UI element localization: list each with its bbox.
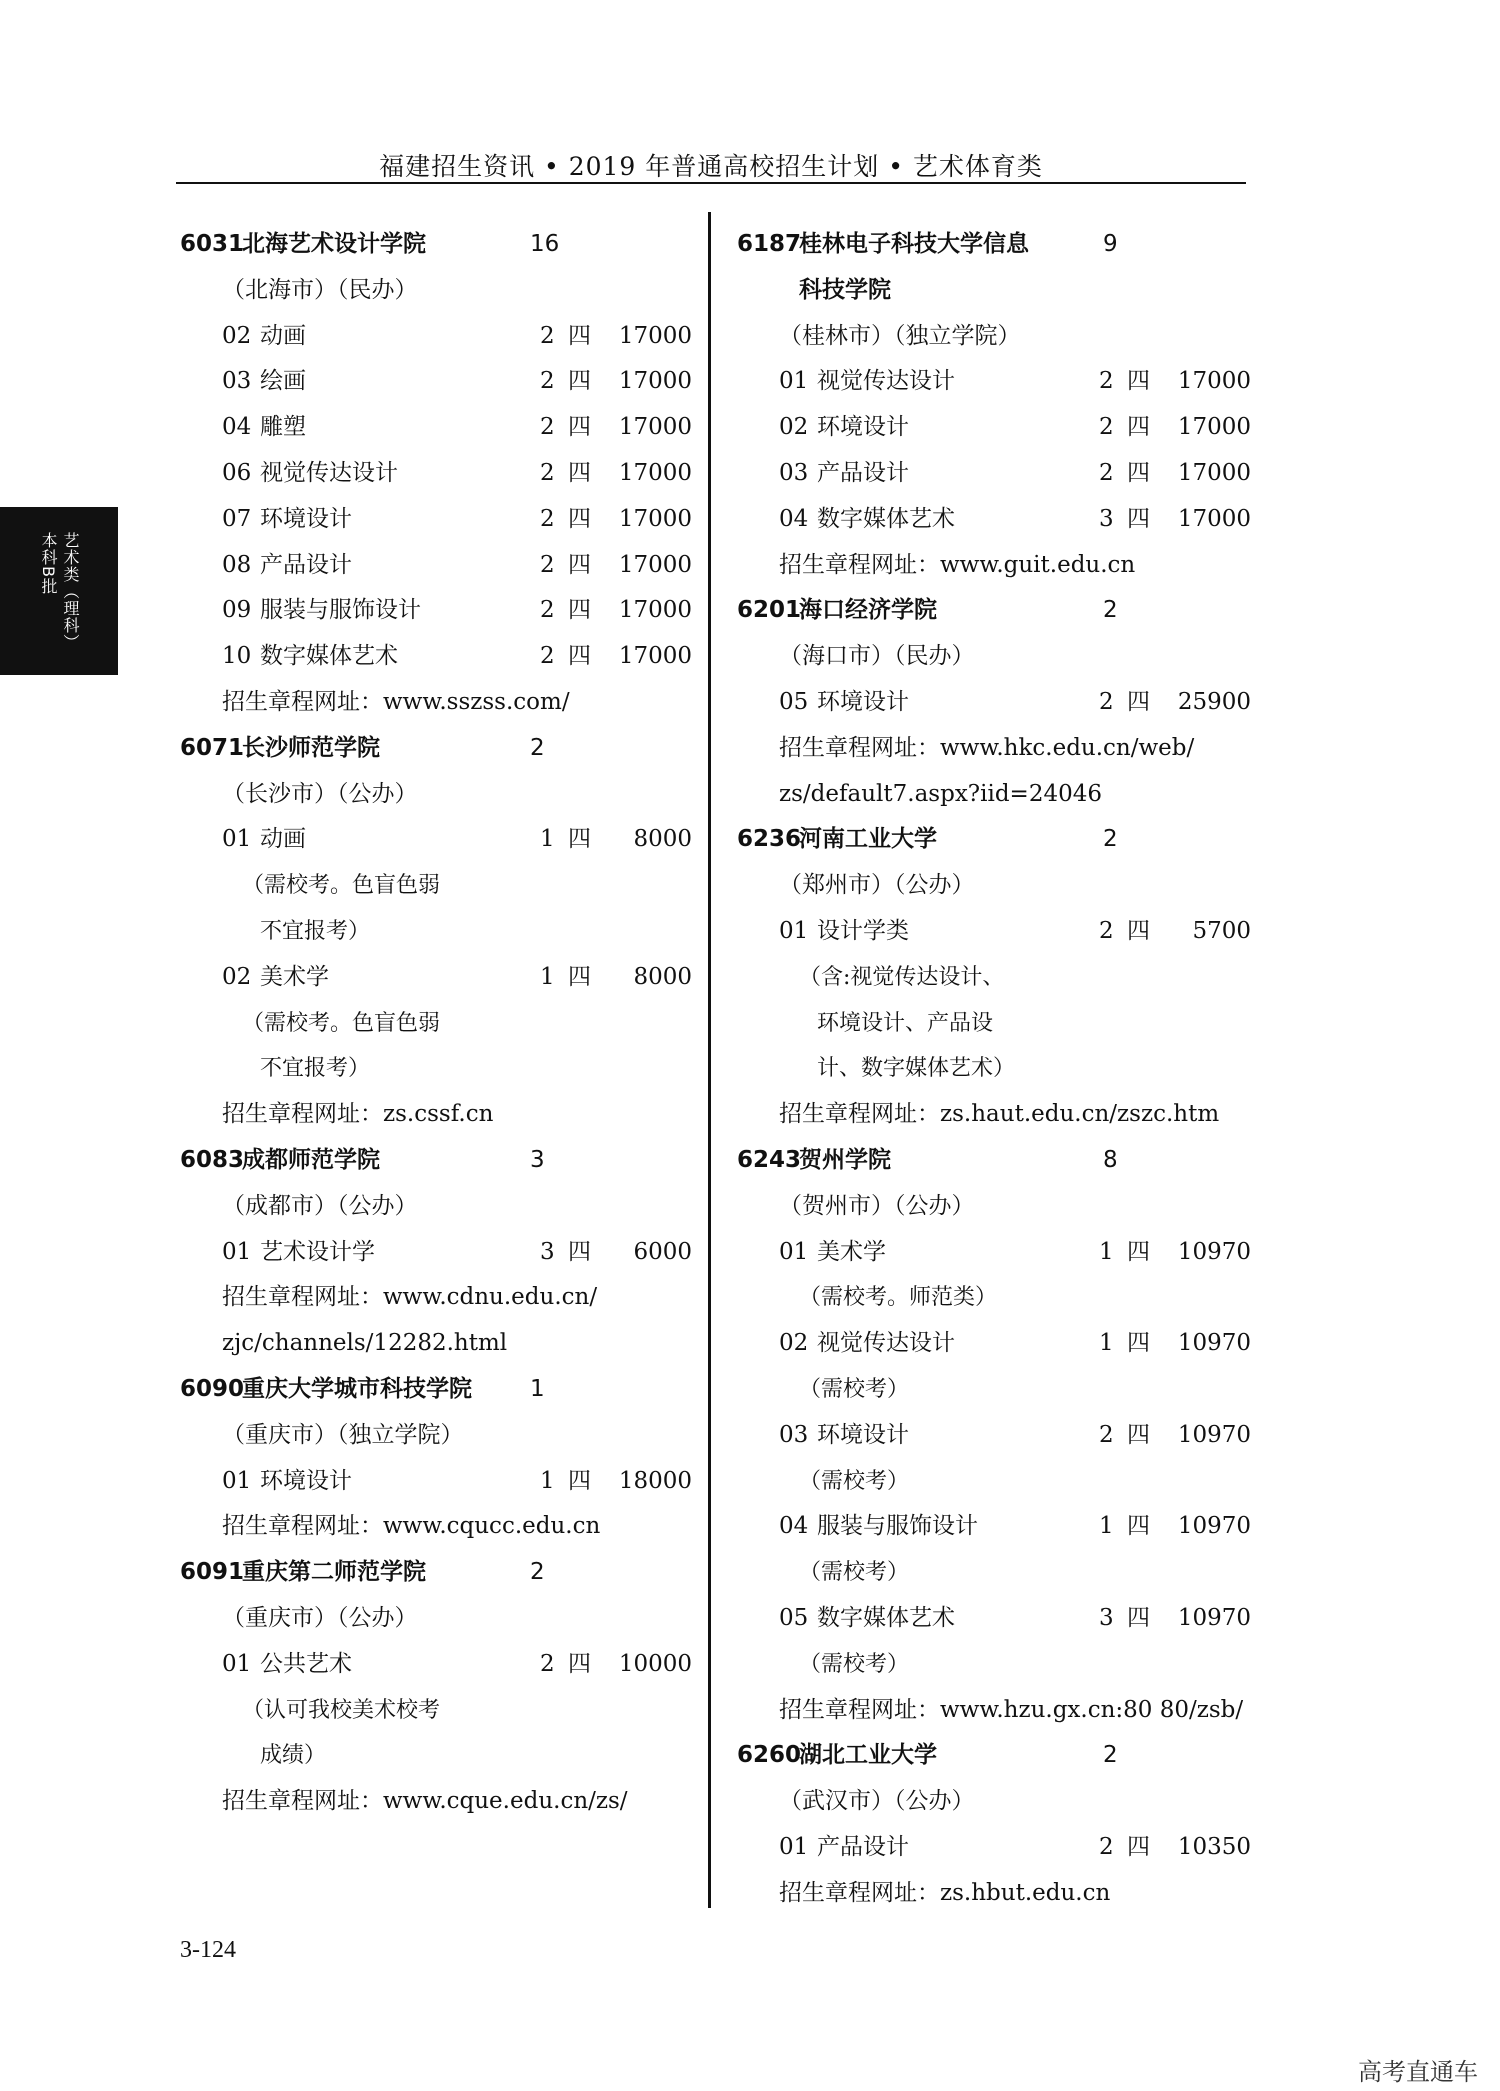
major-years: 四 <box>568 597 591 624</box>
school-name: 北海艺术设计学院 <box>242 231 426 257</box>
major-count: 1 <box>540 963 555 990</box>
major-note-continued: 计、数字媒体艺术） <box>817 1056 1016 1082</box>
major-years: 四 <box>1127 459 1150 486</box>
major-years: 四 <box>568 368 591 395</box>
major-fee: 17000 <box>618 643 692 670</box>
major-code: 10 <box>222 643 252 670</box>
major-code: 06 <box>222 459 252 486</box>
school-row <box>737 817 1257 863</box>
major-count: 1 <box>1099 1513 1114 1540</box>
major-row <box>180 1230 692 1276</box>
major-count: 2 <box>540 551 555 578</box>
major-plan <box>540 634 692 680</box>
major-plan <box>1099 1825 1251 1871</box>
major-plan <box>1099 680 1251 726</box>
school-location: （重庆市）（独立学院） <box>222 1421 464 1448</box>
major-code: 02 <box>779 414 809 441</box>
major-row <box>180 314 692 360</box>
major-plan <box>1099 1504 1251 1550</box>
major-code: 01 <box>222 1650 252 1677</box>
major-code: 01 <box>222 1238 252 1265</box>
major-fee: 17000 <box>618 459 692 486</box>
major-name: 公共艺术 <box>260 1650 352 1677</box>
major-name: 环境设计 <box>817 688 909 715</box>
school-quota: 2 <box>1103 1742 1118 1769</box>
major-count: 1 <box>540 1467 555 1494</box>
major-code: 01 <box>779 1238 809 1265</box>
major-row <box>180 817 692 863</box>
major-row <box>180 1642 692 1688</box>
major-name: 视觉传达设计 <box>817 1330 955 1357</box>
major-years: 四 <box>568 963 591 990</box>
school-location: （长沙市）（公办） <box>222 780 418 807</box>
major-count: 3 <box>1099 505 1114 532</box>
major-plan <box>1099 1413 1251 1459</box>
major-code: 05 <box>779 1604 809 1631</box>
major-row <box>180 497 692 543</box>
major-plan <box>540 955 692 1001</box>
major-name: 视觉传达设计 <box>260 459 398 486</box>
major-years: 四 <box>1127 1330 1150 1357</box>
major-name: 环境设计 <box>817 1421 909 1448</box>
major-years: 四 <box>1127 1833 1150 1860</box>
school-code: 6031 <box>180 231 245 257</box>
school-quota: 1 <box>530 1375 545 1402</box>
school-row <box>737 1733 1257 1779</box>
major-row <box>737 1504 1257 1550</box>
major-code: 02 <box>779 1330 809 1357</box>
major-count: 2 <box>1099 688 1114 715</box>
major-name: 数字媒体艺术 <box>260 643 398 670</box>
school-name: 成都师范学院 <box>242 1146 380 1173</box>
major-row <box>737 1230 1257 1276</box>
major-note: （需校考。师范类） <box>799 1285 998 1311</box>
major-plan <box>1099 405 1251 451</box>
school-code: 6187 <box>737 231 802 257</box>
major-plan <box>540 1642 692 1688</box>
major-fee: 17000 <box>618 322 692 349</box>
school-row <box>180 1138 680 1184</box>
major-years: 四 <box>568 505 591 532</box>
major-fee: 8000 <box>633 826 692 853</box>
school-row <box>737 588 1257 634</box>
major-note-continued: 不宜报考） <box>260 918 371 944</box>
major-years: 四 <box>1127 414 1150 441</box>
major-plan <box>1099 1321 1251 1367</box>
school-name: 河南工业大学 <box>799 826 937 853</box>
major-code: 02 <box>222 322 252 349</box>
major-code: 01 <box>779 917 809 944</box>
major-name: 产品设计 <box>817 1833 909 1860</box>
column-divider <box>708 212 711 1908</box>
major-name: 环境设计 <box>817 414 909 441</box>
school-quota: 3 <box>530 1146 545 1173</box>
school-location: （重庆市）（公办） <box>222 1604 418 1631</box>
major-count: 2 <box>540 414 555 441</box>
major-years: 四 <box>568 1467 591 1494</box>
major-count: 2 <box>540 368 555 395</box>
major-years: 四 <box>568 1238 591 1265</box>
school-location: （北海市）（民办） <box>222 276 418 303</box>
major-count: 1 <box>1099 1238 1114 1265</box>
school-quota: 16 <box>530 231 560 257</box>
major-code: 04 <box>222 414 252 441</box>
school-name-continued: 科技学院 <box>799 276 891 303</box>
admission-url: 招生章程网址：www.hkc.edu.cn/web/ <box>779 734 1195 761</box>
major-name: 美术学 <box>817 1238 886 1265</box>
major-name: 设计学类 <box>817 917 909 944</box>
major-plan <box>540 405 692 451</box>
major-years: 四 <box>1127 505 1150 532</box>
major-years: 四 <box>1127 1421 1150 1448</box>
major-years: 四 <box>1127 1238 1150 1265</box>
school-name: 桂林电子科技大学信息 <box>799 231 1029 257</box>
major-fee: 10970 <box>1177 1604 1251 1631</box>
major-code: 04 <box>779 505 809 532</box>
school-row <box>737 1138 1257 1184</box>
major-plan <box>1099 909 1251 955</box>
major-code: 02 <box>222 963 252 990</box>
major-row <box>180 588 692 634</box>
major-years: 四 <box>1127 688 1150 715</box>
side-tab-line2: 本科B批 <box>39 531 58 595</box>
major-count: 2 <box>1099 459 1114 486</box>
major-name: 服装与服饰设计 <box>260 597 421 624</box>
major-code: 01 <box>779 368 809 395</box>
major-plan <box>540 588 692 634</box>
school-quota: 9 <box>1103 231 1118 257</box>
school-row <box>737 222 1257 268</box>
major-fee: 17000 <box>618 597 692 624</box>
school-name: 长沙师范学院 <box>242 734 380 761</box>
major-count: 1 <box>1099 1330 1114 1357</box>
major-code: 03 <box>779 459 809 486</box>
major-fee: 10350 <box>1177 1833 1251 1860</box>
major-years: 四 <box>568 643 591 670</box>
major-fee: 10970 <box>1177 1330 1251 1357</box>
major-row <box>180 543 692 589</box>
major-fee: 6000 <box>633 1238 692 1265</box>
school-quota: 2 <box>1103 597 1118 624</box>
major-years: 四 <box>568 322 591 349</box>
major-row <box>737 1825 1257 1871</box>
major-note-continued: 成绩） <box>260 1743 327 1769</box>
major-count: 2 <box>540 1650 555 1677</box>
major-fee: 18000 <box>618 1467 692 1494</box>
major-count: 2 <box>1099 917 1114 944</box>
major-code: 09 <box>222 597 252 624</box>
major-code: 01 <box>779 1833 809 1860</box>
major-plan <box>1099 1230 1251 1276</box>
major-years: 四 <box>568 459 591 486</box>
major-note: （需校考） <box>799 1651 910 1677</box>
major-count: 2 <box>1099 1421 1114 1448</box>
major-code: 05 <box>779 688 809 715</box>
major-fee: 17000 <box>1177 459 1251 486</box>
major-years: 四 <box>1127 1513 1150 1540</box>
major-name: 艺术设计学 <box>260 1238 375 1265</box>
major-count: 2 <box>540 643 555 670</box>
major-years: 四 <box>1127 368 1150 395</box>
admission-url: 招生章程网址：zs.haut.edu.cn/zszc.htm <box>779 1101 1220 1128</box>
major-row <box>737 1596 1257 1642</box>
major-years: 四 <box>1127 917 1150 944</box>
school-code: 6071 <box>180 734 245 761</box>
major-note: （含:视觉传达设计、 <box>799 964 1005 990</box>
major-plan <box>1099 497 1251 543</box>
major-code: 04 <box>779 1513 809 1540</box>
major-plan <box>540 451 692 497</box>
admission-url: 招生章程网址：www.cqucc.edu.cn <box>222 1513 601 1540</box>
school-quota: 2 <box>1103 826 1118 853</box>
major-code: 01 <box>222 826 252 853</box>
major-plan <box>540 817 692 863</box>
school-quota: 2 <box>530 1559 545 1586</box>
major-plan <box>1099 451 1251 497</box>
major-code: 03 <box>222 368 252 395</box>
school-location: （贺州市）（公办） <box>779 1192 975 1219</box>
major-years: 四 <box>568 414 591 441</box>
major-fee: 5700 <box>1192 917 1251 944</box>
major-note: （需校考） <box>799 1376 910 1402</box>
major-row <box>180 359 692 405</box>
major-row <box>737 680 1257 726</box>
school-row <box>180 726 680 772</box>
school-quota: 2 <box>530 734 545 761</box>
school-code: 6243 <box>737 1146 802 1173</box>
school-row <box>180 1550 680 1596</box>
major-fee: 25900 <box>1177 688 1251 715</box>
major-code: 08 <box>222 551 252 578</box>
major-years: 四 <box>568 1650 591 1677</box>
major-fee: 17000 <box>618 368 692 395</box>
major-row <box>180 634 692 680</box>
major-fee: 17000 <box>1177 414 1251 441</box>
admission-url: zjc/channels/12282.html <box>222 1330 508 1357</box>
admission-url: 招生章程网址：www.cque.edu.cn/zs/ <box>222 1788 628 1815</box>
major-note: （需校考） <box>799 1468 910 1494</box>
major-plan <box>540 497 692 543</box>
major-name: 产品设计 <box>817 459 909 486</box>
page-number: 3-124 <box>180 1937 236 1963</box>
major-plan <box>540 543 692 589</box>
major-note-continued: 环境设计、产品设 <box>817 1010 994 1036</box>
admission-url: 招生章程网址：www.sszss.com/ <box>222 688 570 715</box>
major-name: 数字媒体艺术 <box>817 505 955 532</box>
major-name: 环境设计 <box>260 505 352 532</box>
major-count: 2 <box>540 322 555 349</box>
major-name: 数字媒体艺术 <box>817 1604 955 1631</box>
major-years: 四 <box>1127 1604 1150 1631</box>
major-plan <box>540 1230 692 1276</box>
school-row <box>180 222 680 268</box>
school-name: 重庆第二师范学院 <box>242 1559 426 1586</box>
school-name: 海口经济学院 <box>799 597 937 624</box>
major-count: 2 <box>1099 1833 1114 1860</box>
major-note: （需校考） <box>799 1560 910 1586</box>
major-row <box>737 1413 1257 1459</box>
school-quota: 8 <box>1103 1146 1118 1173</box>
major-count: 2 <box>540 505 555 532</box>
major-row <box>180 1459 692 1505</box>
major-row <box>737 909 1257 955</box>
major-count: 3 <box>540 1238 555 1265</box>
major-row <box>737 497 1257 543</box>
watermark: 高考直通车 <box>1358 2058 1478 2086</box>
school-code: 6236 <box>737 826 802 853</box>
left-column <box>180 222 692 1825</box>
major-count: 2 <box>540 459 555 486</box>
school-code: 6090 <box>180 1375 245 1402</box>
major-plan <box>540 1459 692 1505</box>
major-name: 雕塑 <box>260 414 306 441</box>
major-fee: 10970 <box>1177 1238 1251 1265</box>
major-code: 03 <box>779 1421 809 1448</box>
major-count: 2 <box>540 597 555 624</box>
side-tab-line1: 艺术类（理科） <box>61 531 80 651</box>
major-fee: 10000 <box>618 1650 692 1677</box>
school-code: 6091 <box>180 1559 245 1586</box>
major-note: （需校考。色盲色弱 <box>242 1010 441 1036</box>
major-code: 01 <box>222 1467 252 1494</box>
major-fee: 17000 <box>618 414 692 441</box>
major-row <box>180 955 692 1001</box>
major-fee: 17000 <box>1177 505 1251 532</box>
major-fee: 17000 <box>1177 368 1251 395</box>
major-row <box>737 359 1257 405</box>
major-name: 环境设计 <box>260 1467 352 1494</box>
admission-url: zs/default7.aspx?iid=24046 <box>779 780 1102 807</box>
major-name: 视觉传达设计 <box>817 368 955 395</box>
major-fee: 10970 <box>1177 1513 1251 1540</box>
major-row <box>180 405 692 451</box>
school-location: （郑州市）（公办） <box>779 872 975 899</box>
admission-url: 招生章程网址：zs.hbut.edu.cn <box>779 1879 1111 1906</box>
major-plan <box>1099 359 1251 405</box>
school-location: （武汉市）（公办） <box>779 1788 975 1815</box>
side-section-tab <box>0 507 118 675</box>
right-column <box>737 222 1257 1916</box>
admission-url: 招生章程网址：www.guit.edu.cn <box>779 551 1136 578</box>
major-fee: 8000 <box>633 963 692 990</box>
school-name: 重庆大学城市科技学院 <box>242 1375 472 1402</box>
school-row <box>180 1367 680 1413</box>
major-row <box>737 451 1257 497</box>
major-name: 服装与服饰设计 <box>817 1513 978 1540</box>
major-row <box>180 451 692 497</box>
major-note-continued: 不宜报考） <box>260 1056 371 1082</box>
major-row <box>737 1321 1257 1367</box>
school-name: 贺州学院 <box>799 1146 891 1173</box>
major-name: 美术学 <box>260 963 329 990</box>
school-name: 湖北工业大学 <box>799 1742 937 1769</box>
major-name: 绘画 <box>260 368 306 395</box>
school-location: （海口市）（民办） <box>779 643 975 670</box>
school-code: 6201 <box>737 597 802 624</box>
major-count: 2 <box>1099 414 1114 441</box>
major-code: 07 <box>222 505 252 532</box>
major-fee: 17000 <box>618 505 692 532</box>
major-note: （认可我校美术校考 <box>242 1697 441 1723</box>
school-code: 6260 <box>737 1742 802 1769</box>
school-location: （成都市）（公办） <box>222 1192 418 1219</box>
school-code: 6083 <box>180 1146 245 1173</box>
major-row <box>737 405 1257 451</box>
header-rule <box>176 182 1246 184</box>
page-header: 福建招生资讯 • 2019 年普通高校招生计划 • 艺术体育类 <box>379 152 1043 181</box>
major-note: （需校考。色盲色弱 <box>242 873 441 899</box>
major-plan <box>540 314 692 360</box>
major-plan <box>1099 1596 1251 1642</box>
admission-url: 招生章程网址：www.cdnu.edu.cn/ <box>222 1284 598 1311</box>
school-location: （桂林市）（独立学院） <box>779 322 1021 349</box>
admission-url: 招生章程网址：zs.cssf.cn <box>222 1101 494 1128</box>
admission-url: 招生章程网址：www.hzu.gx.cn:80 80/zsb/ <box>779 1696 1244 1723</box>
major-count: 1 <box>540 826 555 853</box>
major-years: 四 <box>568 826 591 853</box>
major-name: 产品设计 <box>260 551 352 578</box>
major-fee: 17000 <box>618 551 692 578</box>
major-count: 3 <box>1099 1604 1114 1631</box>
major-name: 动画 <box>260 826 306 853</box>
major-count: 2 <box>1099 368 1114 395</box>
major-name: 动画 <box>260 322 306 349</box>
major-plan <box>540 359 692 405</box>
major-fee: 10970 <box>1177 1421 1251 1448</box>
major-years: 四 <box>568 551 591 578</box>
